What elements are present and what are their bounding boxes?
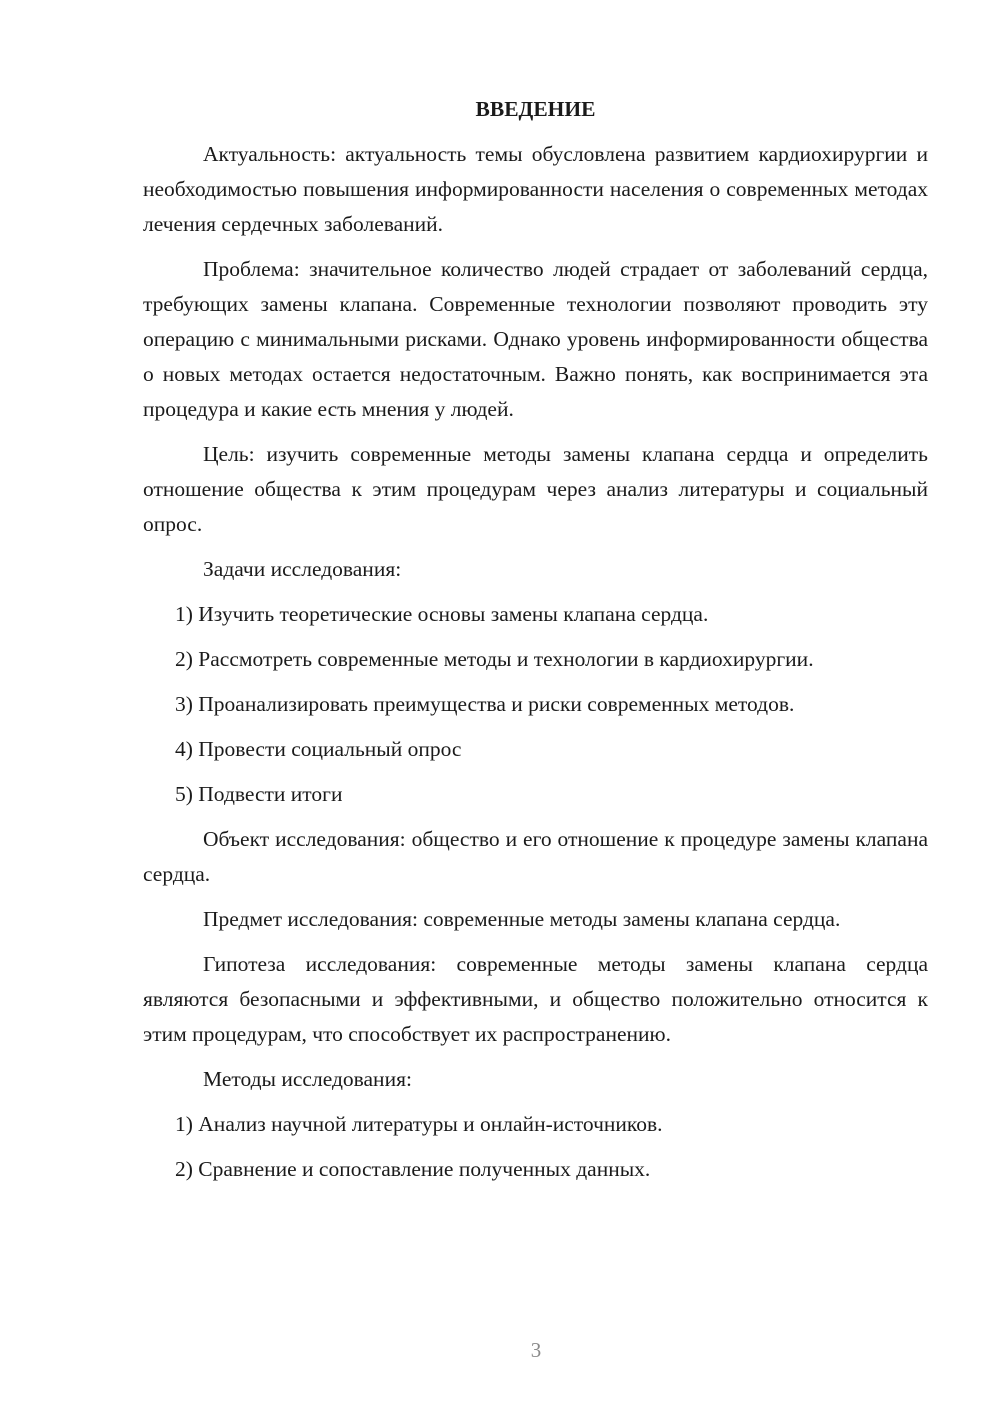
task-item-1: 1) Изучить теоретические основы замены клапана сердца.	[175, 602, 709, 626]
paragraph-hypothesis: Гипотеза исследования: современные методы замены клапана сердца являются безопасными и эффективными, и общество положительно относится к этим процедурам, что способствует их распространению.	[143, 952, 928, 1046]
method-item-1: 1) Анализ научной литературы и онлайн-источников.	[175, 1112, 663, 1136]
methods-heading: Методы исследования:	[203, 1067, 412, 1091]
paragraph-object: Объект исследования: общество и его отношение к процедуре замены клапана сердца.	[143, 827, 928, 886]
paragraph-problem: Проблема: значительное количество людей страдает от заболеваний сердца, требующих замены клапана. Современные технологии позволяют проводить эту операцию с минимальными рисками. Однако уровень информированности общества о новых методах остается недостаточным. Важно понять, как воспринимается эта процедура и какие есть мнения у людей.	[143, 257, 928, 421]
section-title: ВВЕДЕНИЕ	[475, 97, 596, 121]
task-item-3: 3) Проанализировать преимущества и риски современных методов.	[175, 692, 795, 716]
paragraph-relevance: Актуальность: актуальность темы обусловлена развитием кардиохирургии и необходимостью повышения информированности населения о современных методах лечения сердечных заболеваний.	[143, 142, 928, 236]
page-content	[143, 92, 928, 1197]
task-item-5: 5) Подвести итоги	[175, 782, 343, 806]
task-item-4: 4) Провести социальный опрос	[175, 737, 462, 761]
paragraph-subject: Предмет исследования: современные методы замены клапана сердца.	[203, 907, 841, 931]
tasks-heading: Задачи исследования:	[203, 557, 402, 581]
method-item-2: 2) Сравнение и сопоставление полученных данных.	[175, 1157, 651, 1181]
paragraph-goal: Цель: изучить современные методы замены клапана сердца и определить отношение общества к этим процедурам через анализ литературы и социальный опрос.	[143, 442, 928, 536]
page-number: 3	[530, 1338, 542, 1362]
task-item-2: 2) Рассмотреть современные методы и технологии в кардиохирургии.	[175, 647, 814, 671]
